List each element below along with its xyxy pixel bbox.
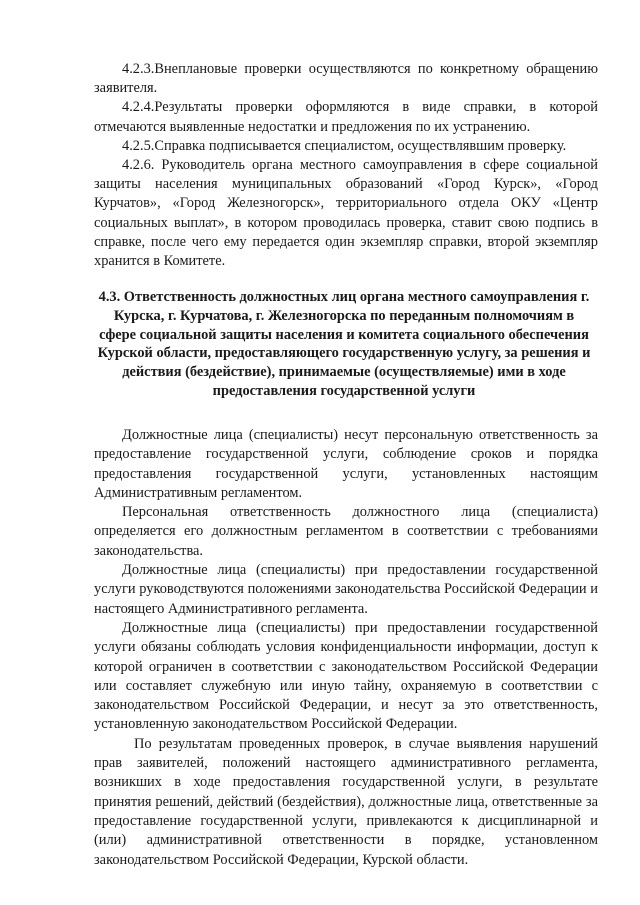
section-4-3-heading: 4.3. Ответственность должностных лиц органа местного самоуправления г. Курска, г. Курчатова, г. Железногорска по переданным полномочиям в сфере социальной защиты населения и комитета социального обеспечения Курской области, предоставляющего государственную услугу, за решения и действия (бездействие), принимаемые (осуществляемые) ими в ходе предоставления государственной услуги: [97, 289, 591, 399]
paragraph-guided-by-law: Должностные лица (специалисты) при предоставлении государственной услуги руководствуются положениями законодательства Российской Федерации и настоящего Административного регламента.: [94, 562, 598, 617]
paragraph-4-2-6: 4.2.6. Руководитель органа местного самоуправления в сфере социальной защиты населения муниципальных образований «Город Курск», «Город Курчатов», «Город Железногорск», территориального отдела ОКУ «Центр социальных выплат», в котором проводилась проверка, ставит свою подпись в справке, после чего ему передается один экземпляр справки, второй экземпляр хранится в Комитете.: [94, 157, 598, 270]
paragraph-inspection-results: По результатам проведенных проверок, в случае выявления нарушений прав заявителей, положений настоящего административного регламента, возникших в ходе предоставления государственной услуги, в результате принятия решений, действий (бездействия), должностные лица, ответственные за предоставление государственной услуги, привлекаются к дисциплинарной и (или) административной ответственности в порядке, установленном законодательством Российской Федерации, Курской области.: [94, 735, 598, 868]
paragraph-personal-responsibility: Персональная ответственность должностного лица (специалиста) определяется его должностным регламентом в соответствии с требованиями законодательства.: [94, 504, 598, 559]
paragraph-4-2-5: 4.2.5.Справка подписывается специалистом, осуществлявшим проверку.: [122, 137, 567, 154]
section-4-3-paragraphs: [94, 426, 598, 870]
paragraph-4-2-3: 4.2.3.Внеплановые проверки осуществляются по конкретному обращению заявителя.: [94, 61, 598, 97]
paragraph-responsibility: Должностные лица (специалисты) несут персональную ответственность за предоставление государственной услуги, соблюдение сроков и порядка предоставления государственной услуги, установленных настоящим Административным регламентом.: [94, 427, 598, 501]
section-4-2-paragraphs: [94, 60, 598, 271]
paragraph-confidentiality: Должностные лица (специалисты) при предоставлении государственной услуги обязаны соблюдать условия конфиденциальности информации, доступ к которой ограничен в соответствии с законодательством Российской Федерации или составляет служебную или иную тайну, охраняемую в соответствии с законодательством Российской Федерации, и несут за это ответственность, установленную законодательством Российской Федерации.: [94, 619, 598, 733]
paragraph-4-2-4: 4.2.4.Результаты проверки оформляются в виде справки, в которой отмечаются выявленные недостатки и предложения по их устранению.: [94, 99, 598, 135]
